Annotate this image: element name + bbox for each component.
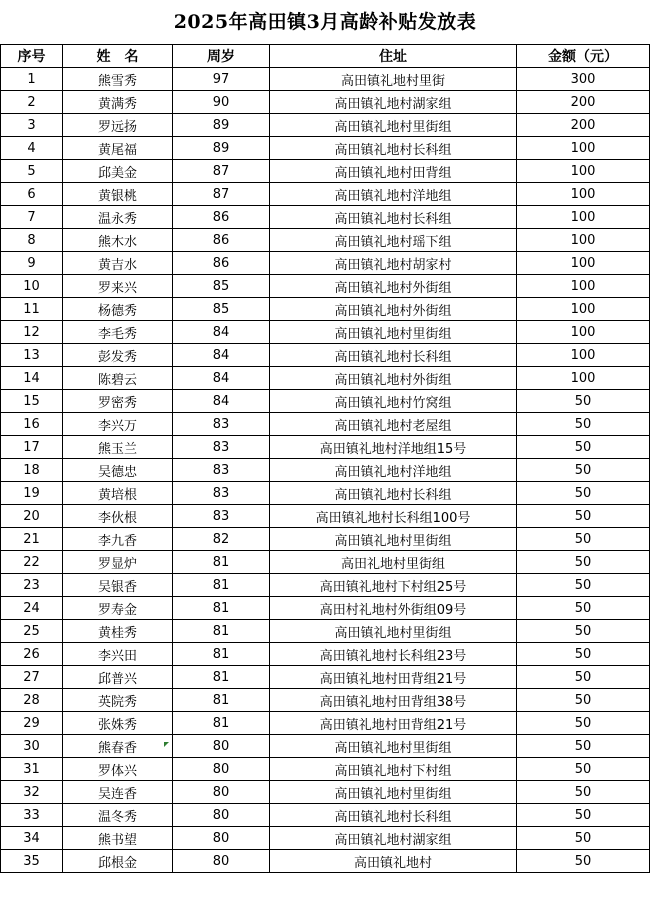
table-row: [1, 298, 650, 321]
cell-name: 黄吉水: [63, 252, 173, 275]
cell-name: 吴连香: [63, 781, 173, 804]
cell-name: 罗来兴: [63, 275, 173, 298]
cell-age: 80: [173, 735, 270, 758]
cell-address: 高田镇礼地村里街组: [270, 321, 517, 344]
cell-address: 高田镇礼地村外街组: [270, 275, 517, 298]
cell-no: 26: [1, 643, 63, 666]
cell-age: 84: [173, 321, 270, 344]
cell-name: 邱普兴: [63, 666, 173, 689]
cell-no: 11: [1, 298, 63, 321]
table-row: [1, 459, 650, 482]
cell-no: 5: [1, 160, 63, 183]
table-row: [1, 528, 650, 551]
table-row: [1, 114, 650, 137]
cell-amount: 50: [517, 804, 650, 827]
table-row: [1, 643, 650, 666]
cell-name: 英院秀: [63, 689, 173, 712]
table-row: [1, 804, 650, 827]
cell-age: 81: [173, 620, 270, 643]
cell-amount: 300: [517, 68, 650, 91]
cell-amount: 100: [517, 137, 650, 160]
cell-no: 20: [1, 505, 63, 528]
cell-address: 高田镇礼地村长科组: [270, 804, 517, 827]
cell-address: 高田镇礼地村外街组: [270, 298, 517, 321]
cell-amount: 50: [517, 574, 650, 597]
cell-age: 85: [173, 275, 270, 298]
table-row: [1, 551, 650, 574]
cell-name: 熊春香: [63, 735, 173, 758]
cell-name: 熊书望: [63, 827, 173, 850]
cell-amount: 100: [517, 160, 650, 183]
cell-address: 高田镇礼地村下村组: [270, 758, 517, 781]
cell-no: 14: [1, 367, 63, 390]
cell-age: 80: [173, 827, 270, 850]
cell-no: 8: [1, 229, 63, 252]
table-row: [1, 597, 650, 620]
cell-address: 高田镇礼地村: [270, 850, 517, 873]
cell-no: 13: [1, 344, 63, 367]
sheet-title: 2025年高田镇3月高龄补贴发放表: [173, 11, 477, 33]
cell-age: 89: [173, 114, 270, 137]
subsidy-table: [0, 44, 650, 873]
cell-amount: 50: [517, 390, 650, 413]
cell-amount: 100: [517, 367, 650, 390]
cell-address: 高田镇礼地村长科组: [270, 482, 517, 505]
cell-name: 李兴万: [63, 413, 173, 436]
table-row: [1, 252, 650, 275]
cell-name: 温永秀: [63, 206, 173, 229]
cell-no: 3: [1, 114, 63, 137]
cell-no: 25: [1, 620, 63, 643]
cell-age: 86: [173, 252, 270, 275]
cell-address: 高田礼地村里街组: [270, 551, 517, 574]
cell-amount: 50: [517, 620, 650, 643]
table-row: [1, 91, 650, 114]
table-row: [1, 827, 650, 850]
cell-no: 35: [1, 850, 63, 873]
cell-address: 高田镇礼地村竹窝组: [270, 390, 517, 413]
cell-age: 84: [173, 344, 270, 367]
table-row: [1, 781, 650, 804]
cell-address: 高田镇礼地村老屋组: [270, 413, 517, 436]
cell-name: 黄培根: [63, 482, 173, 505]
cell-age: 83: [173, 505, 270, 528]
cell-age: 84: [173, 367, 270, 390]
cell-age: 83: [173, 459, 270, 482]
table-row: [1, 344, 650, 367]
cell-address: 高田镇礼地村里街: [270, 68, 517, 91]
cell-amount: 50: [517, 436, 650, 459]
cell-amount: 200: [517, 91, 650, 114]
cell-address: 高田镇礼地村长科组: [270, 344, 517, 367]
cell-no: 21: [1, 528, 63, 551]
cell-age: 83: [173, 436, 270, 459]
cell-amount: 50: [517, 597, 650, 620]
cell-address: 高田镇礼地村洋地组: [270, 459, 517, 482]
cell-age: 89: [173, 137, 270, 160]
cell-amount: 50: [517, 712, 650, 735]
header-name: 姓名: [63, 45, 173, 68]
cell-address: 高田镇礼地村里街组: [270, 735, 517, 758]
cell-name: 罗密秀: [63, 390, 173, 413]
cell-address: 高田镇礼地村长科组: [270, 137, 517, 160]
cell-no: 9: [1, 252, 63, 275]
cell-age: 80: [173, 781, 270, 804]
table-row: [1, 482, 650, 505]
cell-address: 高田镇礼地村洋地组: [270, 183, 517, 206]
cell-age: 97: [173, 68, 270, 91]
cell-no: 1: [1, 68, 63, 91]
table-row: [1, 712, 650, 735]
cell-address: 高田镇礼地村田背组38号: [270, 689, 517, 712]
cell-age: 86: [173, 229, 270, 252]
cell-no: 22: [1, 551, 63, 574]
cell-address: 高田镇礼地村长科组100号: [270, 505, 517, 528]
cell-age: 84: [173, 390, 270, 413]
cell-no: 12: [1, 321, 63, 344]
cell-address: 高田镇礼地村里街组: [270, 528, 517, 551]
cell-no: 4: [1, 137, 63, 160]
cell-no: 6: [1, 183, 63, 206]
cell-name: 黄银桃: [63, 183, 173, 206]
table-row: [1, 850, 650, 873]
cell-age: 90: [173, 91, 270, 114]
cell-amount: 50: [517, 735, 650, 758]
cell-amount: 50: [517, 643, 650, 666]
cell-age: 81: [173, 666, 270, 689]
cell-address: 高田镇礼地村瑶下组: [270, 229, 517, 252]
cell-no: 2: [1, 91, 63, 114]
cell-address: 高田镇礼地村胡家村: [270, 252, 517, 275]
table-row: [1, 229, 650, 252]
cell-name: 李九香: [63, 528, 173, 551]
header-row: [1, 45, 650, 68]
cell-amount: 50: [517, 666, 650, 689]
cell-age: 85: [173, 298, 270, 321]
table-row: [1, 689, 650, 712]
cell-amount: 50: [517, 482, 650, 505]
cell-name: 罗显炉: [63, 551, 173, 574]
table-row: [1, 758, 650, 781]
cell-name: 黄桂秀: [63, 620, 173, 643]
cell-name: 杨德秀: [63, 298, 173, 321]
cell-name: 熊木水: [63, 229, 173, 252]
cell-name: 温冬秀: [63, 804, 173, 827]
cell-age: 83: [173, 482, 270, 505]
cell-age: 87: [173, 183, 270, 206]
cell-age: 86: [173, 206, 270, 229]
cell-amount: 50: [517, 551, 650, 574]
cell-no: 28: [1, 689, 63, 712]
cell-no: 19: [1, 482, 63, 505]
cell-age: 80: [173, 804, 270, 827]
header-age: 周岁: [173, 45, 270, 68]
cell-amount: 50: [517, 505, 650, 528]
cell-amount: 50: [517, 413, 650, 436]
cell-name: 罗体兴: [63, 758, 173, 781]
cell-amount: 100: [517, 275, 650, 298]
cell-amount: 50: [517, 827, 650, 850]
cell-no: 24: [1, 597, 63, 620]
cell-name: 罗寿金: [63, 597, 173, 620]
table-row: [1, 367, 650, 390]
cell-name: 李兴田: [63, 643, 173, 666]
cell-name: 李毛秀: [63, 321, 173, 344]
cell-no: 30: [1, 735, 63, 758]
cell-no: 10: [1, 275, 63, 298]
cell-no: 18: [1, 459, 63, 482]
cell-amount: 100: [517, 344, 650, 367]
table-header: [1, 45, 650, 68]
cell-amount: 50: [517, 758, 650, 781]
cell-address: 高田镇礼地村下村组25号: [270, 574, 517, 597]
cell-age: 81: [173, 643, 270, 666]
table-row: [1, 505, 650, 528]
cell-address: 高田镇礼地村田背组21号: [270, 666, 517, 689]
table-row: [1, 666, 650, 689]
cell-name: 李伙根: [63, 505, 173, 528]
cell-name: 黄尾福: [63, 137, 173, 160]
cell-amount: 50: [517, 689, 650, 712]
cell-amount: 100: [517, 298, 650, 321]
cell-no: 33: [1, 804, 63, 827]
table-row: [1, 137, 650, 160]
cell-address: 高田镇礼地村里街组: [270, 620, 517, 643]
table-row: [1, 160, 650, 183]
table-row: [1, 413, 650, 436]
cell-age: 80: [173, 758, 270, 781]
cell-no: 15: [1, 390, 63, 413]
cell-age: 87: [173, 160, 270, 183]
table-row: [1, 574, 650, 597]
cell-name: 邱美金: [63, 160, 173, 183]
cell-no: 16: [1, 413, 63, 436]
cell-address: 高田镇礼地村长科组23号: [270, 643, 517, 666]
table-row: [1, 436, 650, 459]
cell-name: 熊玉兰: [63, 436, 173, 459]
header-amount: 金额（元）: [517, 45, 650, 68]
cell-amount: 100: [517, 321, 650, 344]
cell-address: 高田镇礼地村里街组: [270, 114, 517, 137]
cell-amount: 100: [517, 206, 650, 229]
cell-amount: 100: [517, 229, 650, 252]
cell-no: 34: [1, 827, 63, 850]
cell-amount: 200: [517, 114, 650, 137]
table-row: [1, 68, 650, 91]
cell-name: 罗远扬: [63, 114, 173, 137]
cell-name: 张姝秀: [63, 712, 173, 735]
cell-no: 27: [1, 666, 63, 689]
cell-age: 81: [173, 551, 270, 574]
cell-address: 高田镇礼地村长科组: [270, 206, 517, 229]
cell-amount: 50: [517, 850, 650, 873]
cell-no: 23: [1, 574, 63, 597]
cell-age: 81: [173, 689, 270, 712]
cell-name: 黄满秀: [63, 91, 173, 114]
cell-amount: 100: [517, 252, 650, 275]
cell-name: 彭发秀: [63, 344, 173, 367]
header-no: 序号: [1, 45, 63, 68]
cell-age: 80: [173, 850, 270, 873]
cell-amount: 50: [517, 459, 650, 482]
cell-name: 吴德忠: [63, 459, 173, 482]
cell-amount: 100: [517, 183, 650, 206]
cell-address: 高田村礼地村外街组09号: [270, 597, 517, 620]
cell-no: 7: [1, 206, 63, 229]
cell-no: 17: [1, 436, 63, 459]
cell-age: 81: [173, 597, 270, 620]
cell-address: 高田镇礼地村田背组: [270, 160, 517, 183]
table-row: [1, 275, 650, 298]
cell-age: 83: [173, 413, 270, 436]
cell-name: 吴银香: [63, 574, 173, 597]
cell-no: 32: [1, 781, 63, 804]
cell-name: 陈碧云: [63, 367, 173, 390]
table-row: [1, 206, 650, 229]
cell-age: 82: [173, 528, 270, 551]
cell-address: 高田镇礼地村外街组: [270, 367, 517, 390]
cell-age: 81: [173, 712, 270, 735]
cell-address: 高田镇礼地村湖家组: [270, 827, 517, 850]
table-row: [1, 183, 650, 206]
cell-amount: 50: [517, 781, 650, 804]
header-address: 住址: [270, 45, 517, 68]
table-row: [1, 735, 650, 758]
cell-name: 熊雪秀: [63, 68, 173, 91]
cell-address: 高田镇礼地村湖家组: [270, 91, 517, 114]
table-row: [1, 390, 650, 413]
cell-address: 高田镇礼地村田背组21号: [270, 712, 517, 735]
cell-age: 81: [173, 574, 270, 597]
cell-no: 31: [1, 758, 63, 781]
cell-no: 29: [1, 712, 63, 735]
table-row: [1, 620, 650, 643]
table-body: [1, 68, 650, 873]
cell-comment-marker: [164, 742, 169, 747]
table-row: [1, 321, 650, 344]
cell-address: 高田镇礼地村洋地组15号: [270, 436, 517, 459]
cell-address: 高田镇礼地村里街组: [270, 781, 517, 804]
cell-name: 邱根金: [63, 850, 173, 873]
cell-amount: 50: [517, 528, 650, 551]
